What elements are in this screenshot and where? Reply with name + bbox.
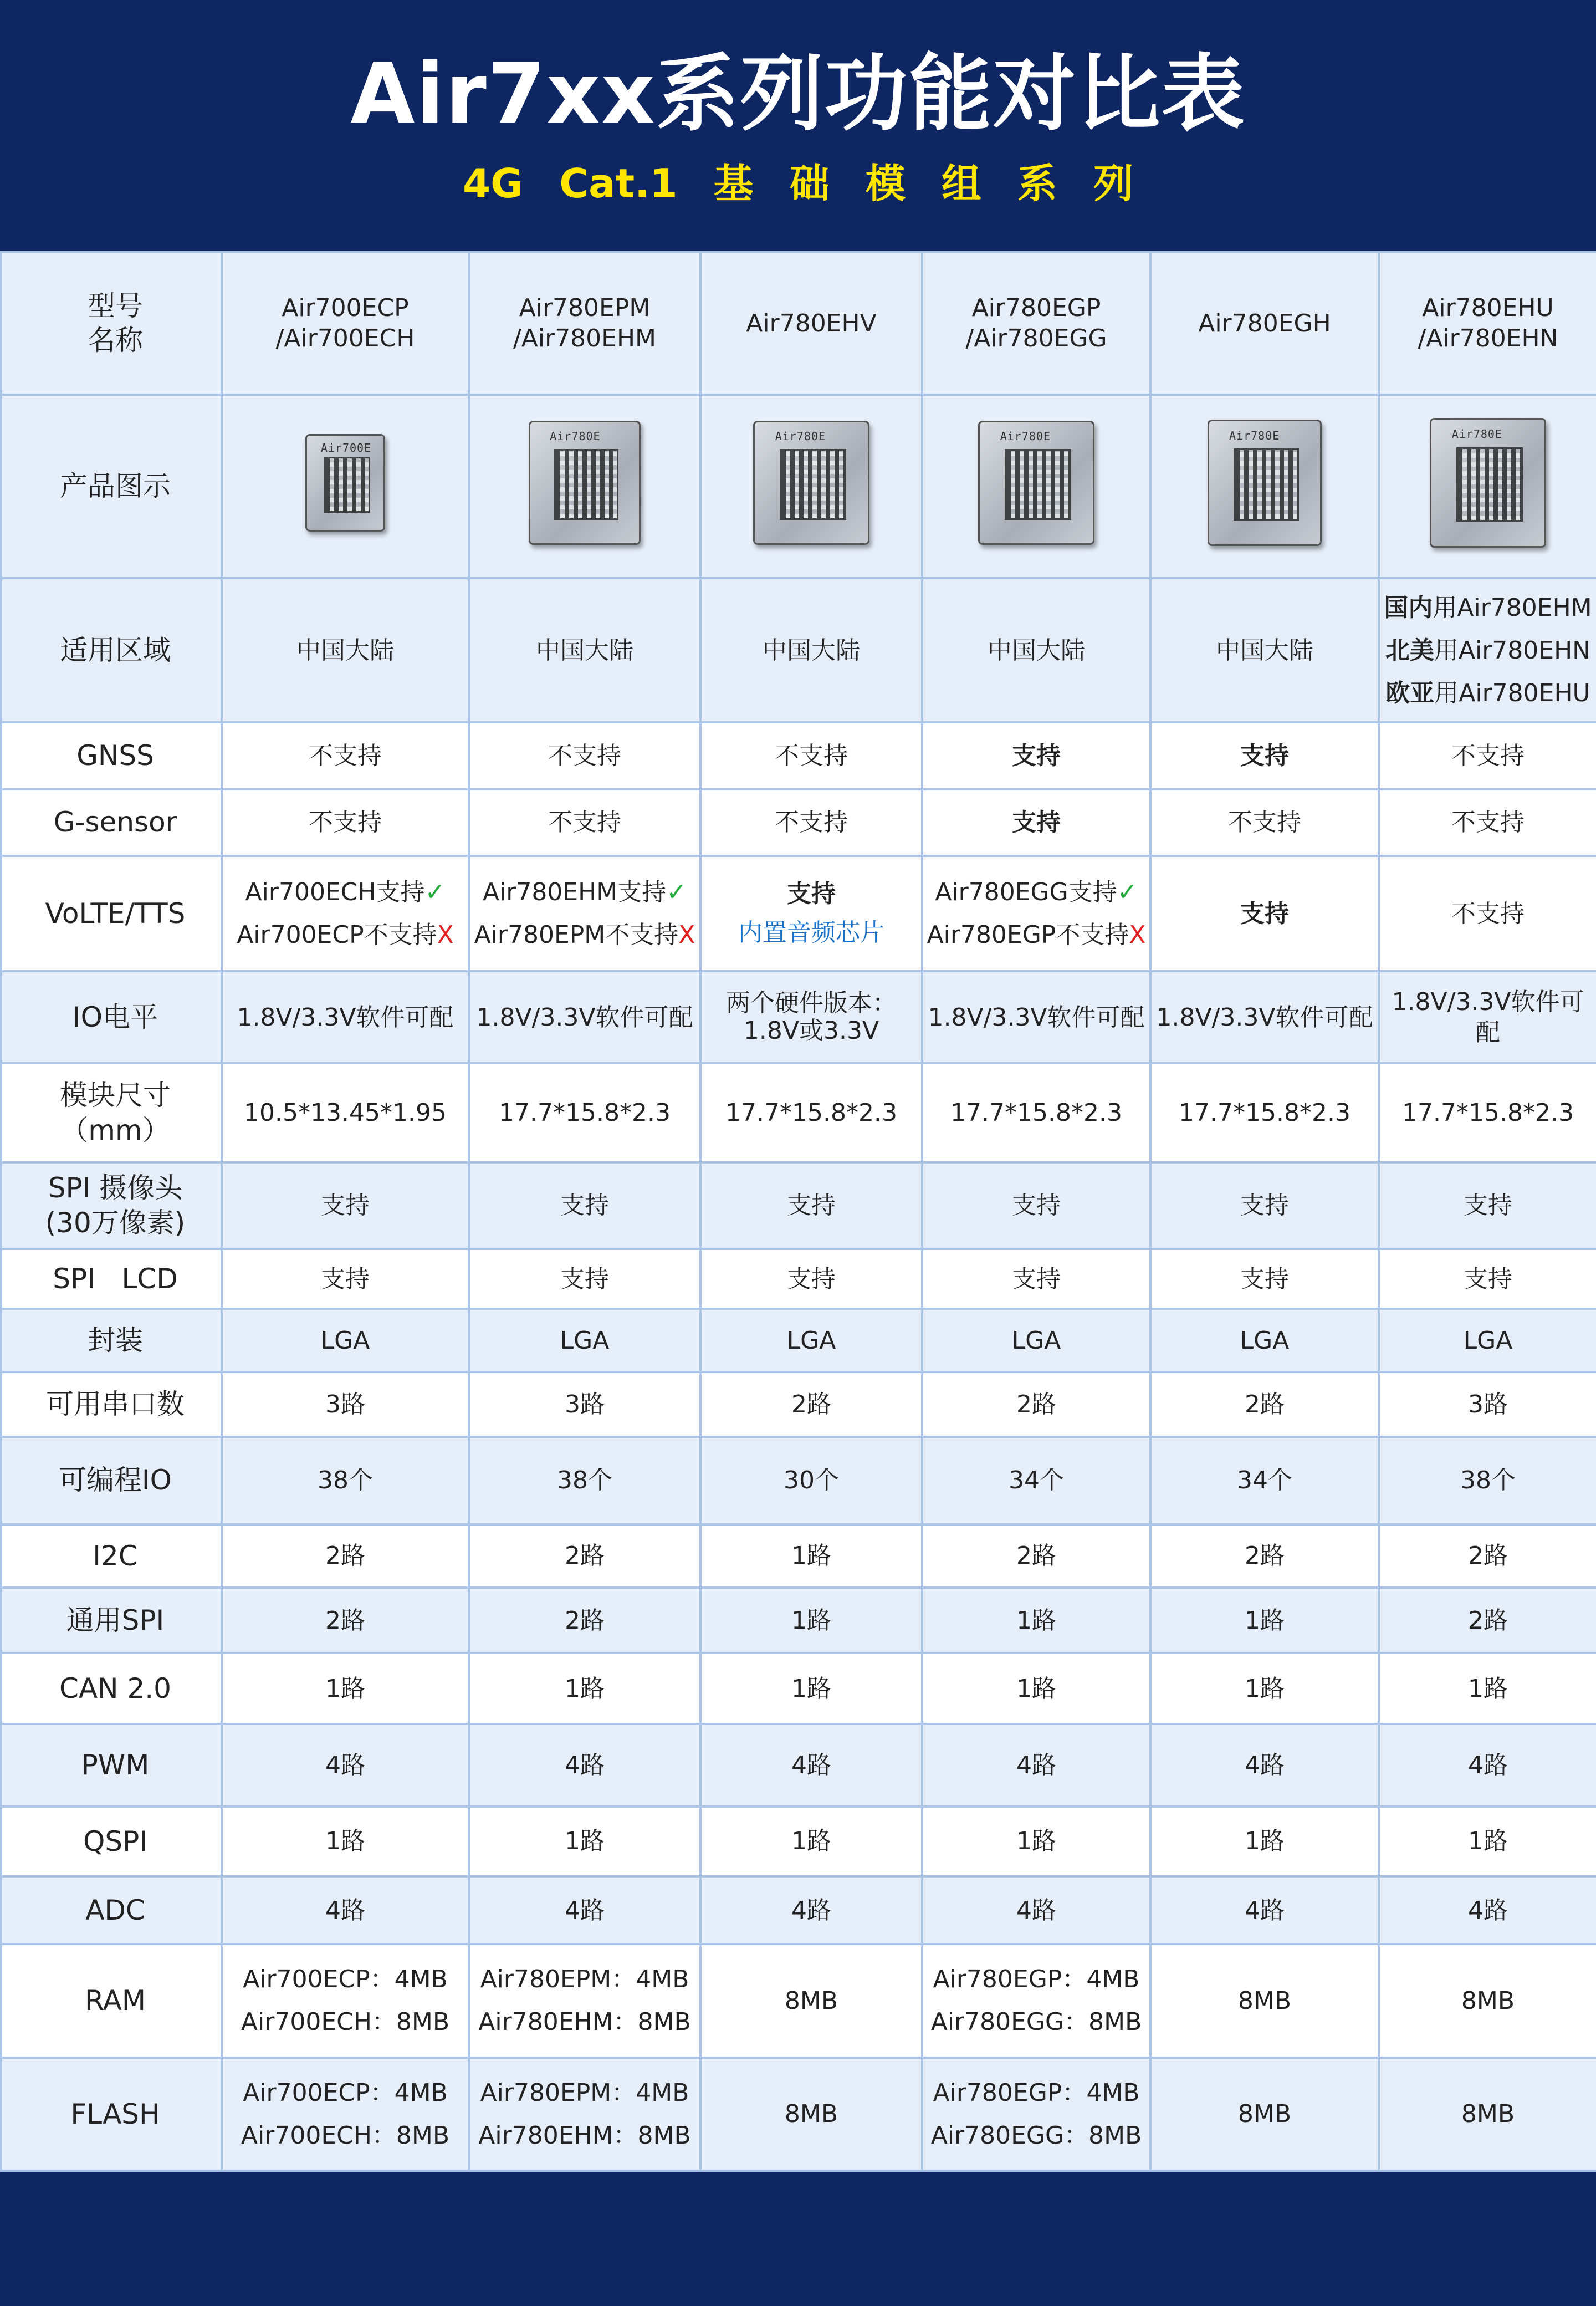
product-image-cell (922, 395, 1150, 578)
table-cell: 4路 (922, 1724, 1150, 1806)
table-cell: LGA (1150, 1309, 1379, 1372)
cross-icon: X (437, 921, 454, 950)
table-cell: 4路 (700, 1876, 922, 1944)
table-cell: 1路 (700, 1588, 922, 1653)
table-cell: 1路 (222, 1653, 469, 1724)
chip-image: Air780E (1430, 418, 1546, 548)
row-label: IO电平 (1, 971, 222, 1063)
row-qspi (1, 1807, 1596, 1876)
table-cell: Air780EGG支持✓ Air780EGP不支持X (922, 856, 1150, 971)
row-label: SPI 摄像头 (30万像素) (1, 1162, 222, 1249)
table-cell: 1路 (469, 1807, 700, 1876)
table-cell: 38个 (469, 1437, 700, 1524)
row-label: ADC (1, 1876, 222, 1944)
table-cell: 17.7*15.8*2.3 (700, 1063, 922, 1162)
table-cell: 17.7*15.8*2.3 (1379, 1063, 1596, 1162)
table-cell: 不支持 (1379, 722, 1596, 789)
table-cell: 1路 (1379, 1807, 1596, 1876)
model-name-cell: Air780EHU /Air780EHN (1379, 252, 1596, 395)
table-cell: 1路 (922, 1807, 1150, 1876)
row-pwm (1, 1724, 1596, 1806)
row-label: I2C (1, 1524, 222, 1588)
table-cell: 8MB (1379, 2058, 1596, 2171)
table-cell: 2路 (222, 1524, 469, 1588)
check-icon: ✓ (424, 878, 446, 907)
row-volte-tts (1, 856, 1596, 971)
table-cell: 中国大陆 (222, 578, 469, 722)
table-cell: Air780EHM支持✓ Air780EPM不支持X (469, 856, 700, 971)
row-uart (1, 1372, 1596, 1436)
table-cell: 1路 (1379, 1653, 1596, 1724)
chip-image: Air780E (529, 421, 641, 545)
table-cell: 1路 (1150, 1588, 1379, 1653)
table-cell: 8MB (700, 1944, 922, 2057)
table-cell: 4路 (469, 1724, 700, 1806)
table-cell: 支持 (1150, 722, 1379, 789)
row-spi-camera (1, 1162, 1596, 1249)
product-image-cell (1150, 395, 1379, 578)
table-cell: 支持 内置音频芯片 (700, 856, 922, 971)
table-cell: 17.7*15.8*2.3 (922, 1063, 1150, 1162)
table-cell: 支持 (922, 1249, 1150, 1309)
row-label: 可编程IO (1, 1437, 222, 1524)
row-gpio (1, 1437, 1596, 1524)
table-cell: 2路 (922, 1372, 1150, 1436)
table-cell: Air780EGP：4MB Air780EGG：8MB (922, 2058, 1150, 2171)
row-gsensor (1, 789, 1596, 856)
row-label: GNSS (1, 722, 222, 789)
row-product-image (1, 395, 1596, 578)
table-cell: 4路 (222, 1876, 469, 1944)
row-label: 可用串口数 (1, 1372, 222, 1436)
table-cell: 支持 (1150, 1162, 1379, 1249)
table-cell: 支持 (922, 789, 1150, 856)
table-cell: 不支持 (469, 722, 700, 789)
table-cell: 支持 (1150, 856, 1379, 971)
table-cell: 17.7*15.8*2.3 (1150, 1063, 1379, 1162)
table-cell: 38个 (222, 1437, 469, 1524)
table-cell: 1路 (922, 1653, 1150, 1724)
chip-image: Air780E (753, 421, 869, 545)
cross-icon: X (1129, 921, 1146, 950)
row-label: FLASH (1, 2058, 222, 2171)
table-cell: 2路 (1379, 1588, 1596, 1653)
model-name-cell: Air780EGP /Air780EGG (922, 252, 1150, 395)
row-module-size (1, 1063, 1596, 1162)
row-spi (1, 1588, 1596, 1653)
row-label: 适用区域 (1, 578, 222, 722)
table-cell: 支持 (700, 1249, 922, 1309)
table-cell: 支持 (222, 1162, 469, 1249)
table-cell: 4路 (1379, 1876, 1596, 1944)
table-cell: 1路 (1150, 1807, 1379, 1876)
table-cell: 1路 (469, 1653, 700, 1724)
table-cell: 支持 (469, 1162, 700, 1249)
table-cell: LGA (700, 1309, 922, 1372)
check-icon: ✓ (666, 878, 687, 907)
table-cell: 2路 (1150, 1372, 1379, 1436)
table-cell: 10.5*13.45*1.95 (222, 1063, 469, 1162)
table-cell: LGA (922, 1309, 1150, 1372)
row-label: QSPI (1, 1807, 222, 1876)
table-cell: 1路 (700, 1524, 922, 1588)
table-cell: 国内用Air780EHM 北美用Air780EHN 欧亚用Air780EHU (1379, 578, 1596, 722)
row-spi-lcd (1, 1249, 1596, 1309)
table-cell: 4路 (922, 1876, 1150, 1944)
table-cell: 4路 (222, 1724, 469, 1806)
chip-image: Air780E (1208, 420, 1322, 546)
table-cell: 30个 (700, 1437, 922, 1524)
table-cell: 不支持 (1150, 789, 1379, 856)
model-name-cell: Air780EGH (1150, 252, 1379, 395)
header-label: 型号 名称 (1, 252, 222, 395)
row-label: 产品图示 (1, 395, 222, 578)
row-flash (1, 2058, 1596, 2171)
table-cell: Air700ECP：4MB Air700ECH：8MB (222, 2058, 469, 2171)
table-cell: 支持 (469, 1249, 700, 1309)
table-cell: LGA (469, 1309, 700, 1372)
row-gnss (1, 722, 1596, 789)
table-cell: 4路 (469, 1876, 700, 1944)
page-title: Air7xx系列功能对比表 (350, 46, 1246, 142)
table-cell: 8MB (1150, 1944, 1379, 2057)
table-cell: 3路 (469, 1372, 700, 1436)
row-model-name (1, 252, 1596, 395)
table-cell: Air700ECH支持✓ Air700ECP不支持X (222, 856, 469, 971)
model-name-cell: Air780EPM /Air780EHM (469, 252, 700, 395)
product-image-cell (469, 395, 700, 578)
product-image-cell (700, 395, 922, 578)
table-cell: Air780EPM：4MB Air780EHM：8MB (469, 2058, 700, 2171)
table-cell: 两个硬件版本： 1.8V或3.3V (700, 971, 922, 1063)
chip-image: Air700E (305, 434, 385, 532)
table-cell: 1.8V/3.3V软件可配 (1379, 971, 1596, 1063)
row-ram (1, 1944, 1596, 2057)
table-cell: 2路 (222, 1588, 469, 1653)
table-cell: 支持 (922, 1162, 1150, 1249)
comparison-table (0, 251, 1596, 2172)
table-cell: 2路 (922, 1524, 1150, 1588)
row-label: 封装 (1, 1309, 222, 1372)
table-cell: 支持 (1150, 1249, 1379, 1309)
table-cell: 1路 (700, 1653, 922, 1724)
table-cell: 2路 (1150, 1524, 1379, 1588)
row-label: SPI LCD (1, 1249, 222, 1309)
table-cell: 中国大陆 (922, 578, 1150, 722)
table-cell: 4路 (700, 1724, 922, 1806)
table-cell: 不支持 (700, 789, 922, 856)
table-cell: 不支持 (1379, 789, 1596, 856)
table-cell: 38个 (1379, 1437, 1596, 1524)
table-cell: 支持 (222, 1249, 469, 1309)
table-cell: 4路 (1379, 1724, 1596, 1806)
table-cell: 支持 (700, 1162, 922, 1249)
table-cell: 1.8V/3.3V软件可配 (222, 971, 469, 1063)
table-cell: 不支持 (222, 722, 469, 789)
table-cell: 不支持 (469, 789, 700, 856)
table-cell: 1路 (922, 1588, 1150, 1653)
model-name-cell: Air700ECP /Air700ECH (222, 252, 469, 395)
table-cell: 8MB (1379, 1944, 1596, 2057)
cross-icon: X (678, 921, 695, 950)
table-cell: Air700ECP：4MB Air700ECH：8MB (222, 1944, 469, 2057)
row-label: CAN 2.0 (1, 1653, 222, 1724)
table-cell: 34个 (922, 1437, 1150, 1524)
row-io-level (1, 971, 1596, 1063)
model-name-cell: Air780EHV (700, 252, 922, 395)
table-cell: 中国大陆 (469, 578, 700, 722)
table-cell: 1.8V/3.3V软件可配 (469, 971, 700, 1063)
table-cell: LGA (222, 1309, 469, 1372)
table-cell: 8MB (700, 2058, 922, 2171)
row-i2c (1, 1524, 1596, 1588)
row-region (1, 578, 1596, 722)
product-image-cell (1379, 395, 1596, 578)
table-cell: Air780EPM：4MB Air780EHM：8MB (469, 1944, 700, 2057)
table-cell: 1路 (700, 1807, 922, 1876)
row-adc (1, 1876, 1596, 1944)
table-cell: 4路 (1150, 1876, 1379, 1944)
table-cell: 1路 (1150, 1653, 1379, 1724)
row-can (1, 1653, 1596, 1724)
table-cell: 不支持 (222, 789, 469, 856)
table-cell: 中国大陆 (700, 578, 922, 722)
check-icon: ✓ (1117, 878, 1138, 907)
table-cell: 支持 (1379, 1249, 1596, 1309)
table-cell: 3路 (1379, 1372, 1596, 1436)
table-cell: 不支持 (700, 722, 922, 789)
table-cell: 2路 (1379, 1524, 1596, 1588)
table-cell: 2路 (469, 1588, 700, 1653)
row-label: G-sensor (1, 789, 222, 856)
table-cell: 中国大陆 (1150, 578, 1379, 722)
table-cell: 1.8V/3.3V软件可配 (1150, 971, 1379, 1063)
table-cell: 4路 (1150, 1724, 1379, 1806)
table-cell: 支持 (922, 722, 1150, 789)
page-header (0, 0, 1596, 251)
table-cell: 2路 (700, 1372, 922, 1436)
table-cell: 不支持 (1379, 856, 1596, 971)
table-cell: 2路 (469, 1524, 700, 1588)
table-cell: LGA (1379, 1309, 1596, 1372)
table-cell: 34个 (1150, 1437, 1379, 1524)
product-image-cell (222, 395, 469, 578)
table-cell: 17.7*15.8*2.3 (469, 1063, 700, 1162)
table-cell: Air780EGP：4MB Air780EGG：8MB (922, 1944, 1150, 2057)
table-cell: 3路 (222, 1372, 469, 1436)
table-cell: 支持 (1379, 1162, 1596, 1249)
row-label: VoLTE/TTS (1, 856, 222, 971)
row-label: RAM (1, 1944, 222, 2057)
row-label: PWM (1, 1724, 222, 1806)
table-cell: 8MB (1150, 2058, 1379, 2171)
chip-image: Air780E (978, 421, 1094, 545)
table-cell: 1路 (222, 1807, 469, 1876)
page-subtitle: 4G Cat.1 基 础 模 组 系 列 (463, 160, 1133, 207)
row-label: 模块尺寸 （mm） (1, 1063, 222, 1162)
row-package (1, 1309, 1596, 1372)
page-footer (0, 2172, 1596, 2306)
row-label: 通用SPI (1, 1588, 222, 1653)
table-cell: 1.8V/3.3V软件可配 (922, 971, 1150, 1063)
